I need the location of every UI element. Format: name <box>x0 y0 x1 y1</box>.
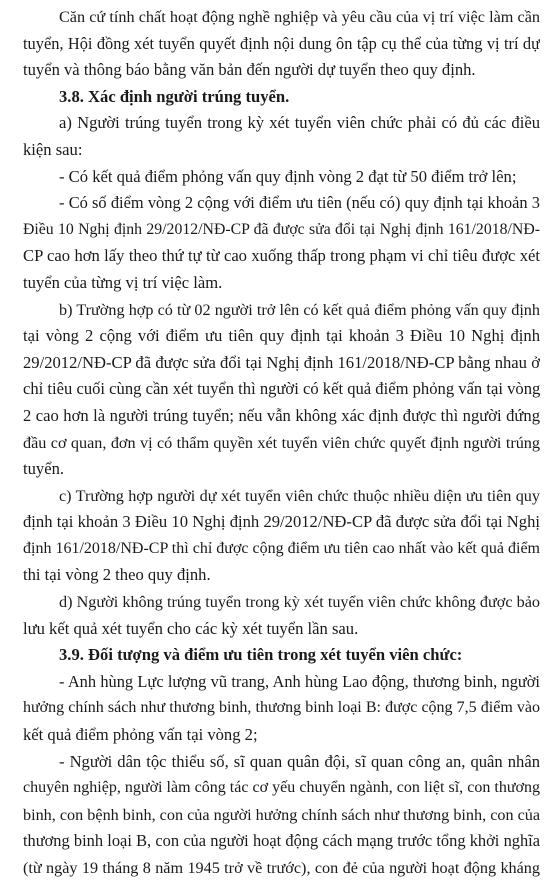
text-line: chuyên nghiệp, người làm công tác cơ yếu chuyển ngành, con liệt sĩ, con thương <box>23 779 540 797</box>
text-line: tuyển và thông báo bằng văn bản đến người dự tuyển theo quy định. <box>23 60 476 80</box>
text-line: tại vòng 2 cộng với điểm ưu tiên quy định tại khoản 3 Điều 10 Nghị định <box>23 326 540 346</box>
text-line: tuyển của từng vị trí việc làm. <box>23 272 223 292</box>
text-line: - Anh hùng Lực lượng vũ trang, Anh hùng Lao động, thương binh, người <box>59 671 540 691</box>
text-line: c) Trường hợp người dự xét tuyển viên chức thuộc nhiều diện ưu tiên quy <box>59 486 540 505</box>
text-line: a) Người trúng tuyển trong kỳ xét tuyển viên chức phải có đủ các điều <box>59 113 540 133</box>
text-line: b) Trường hợp có từ 02 người trở lên có kết quả điểm phỏng vấn quy định <box>59 300 540 319</box>
text-line: thi tại vòng 2 theo quy định. <box>23 565 211 585</box>
text-line: tuyển. <box>23 459 65 479</box>
text-line: - Có kết quả điểm phỏng vấn quy định vòng 2 đạt từ 50 điểm trở lên; <box>59 166 517 186</box>
section-heading: 3.8. Xác định người trúng tuyển. <box>59 86 290 106</box>
text-line: d) Người không trúng tuyển trong kỳ xét tuyển viên chức không được bảo <box>59 593 540 612</box>
text-line: binh, con bệnh binh, con của người hưởng chính sách như thương binh, con của <box>23 805 540 824</box>
text-line: 2 cao hơn là người trúng tuyển; nếu vẫn không xác định được thì người đứng <box>23 405 540 425</box>
text-line: thương binh loại B, con của người hoạt động cách mạng trước tổng khởi nghĩa <box>23 831 540 851</box>
text-line: định tại khoản 3 Điều 10 Nghị định 29/2012/NĐ-CP đã được sửa đổi tại Nghị <box>23 512 540 532</box>
text-line: 29/2012/NĐ-CP đã được sửa đổi tại Nghị định 161/2018/NĐ-CP bằng nhau ở <box>23 352 540 372</box>
text-line: kết quả điểm phỏng vấn tại vòng 2; <box>23 725 258 745</box>
text-line: lưu kết quả xét tuyển cho các kỳ xét tuyển lần sau. <box>23 618 359 638</box>
text-line: CP cao hơn lấy theo thứ tự từ cao xuống thấp trong phạm vi chỉ tiêu được xét <box>23 246 540 266</box>
text-line: Căn cứ tính chất hoạt động nghề nghiệp và yêu cầu của vị trí việc làm cần <box>59 8 540 26</box>
text-line: tuyển, Hội đồng xét tuyển quyết định nội dung ôn tập cụ thể của từng vị trí dự <box>23 33 540 53</box>
text-line: hưởng chính sách như thương binh, thương binh loại B: được cộng 7,5 điểm vào <box>23 699 540 717</box>
text-line: kiện sau: <box>23 139 83 159</box>
text-line: (từ ngày 19 tháng 8 năm 1945 trở về trước), con đẻ của người hoạt động kháng <box>23 859 540 877</box>
text-line: chỉ tiêu cuối cùng cần xét tuyển thì người có kết quả điểm phỏng vấn tại vòng <box>23 379 540 399</box>
text-line: định 161/2018/NĐ-CP thì chỉ được cộng điểm ưu tiên cao nhất vào kết quả điểm <box>23 539 540 557</box>
text-line: - Người dân tộc thiểu số, sĩ quan quân đội, sĩ quan công an, quân nhân <box>59 751 540 771</box>
text-line: Điều 10 Nghị định 29/2012/NĐ-CP đã được sửa đổi tại Nghị định 161/2018/NĐ- <box>23 220 540 238</box>
text-line: đầu cơ quan, đơn vị có thẩm quyền xét tuyển viên chức quyết định người trúng <box>23 433 540 452</box>
text-line: - Có số điểm vòng 2 cộng với điểm ưu tiên (nếu có) quy định tại khoản 3 <box>59 193 540 213</box>
section-heading: 3.9. Đối tượng và điểm ưu tiên trong xét tuyển viên chức: <box>59 645 463 665</box>
